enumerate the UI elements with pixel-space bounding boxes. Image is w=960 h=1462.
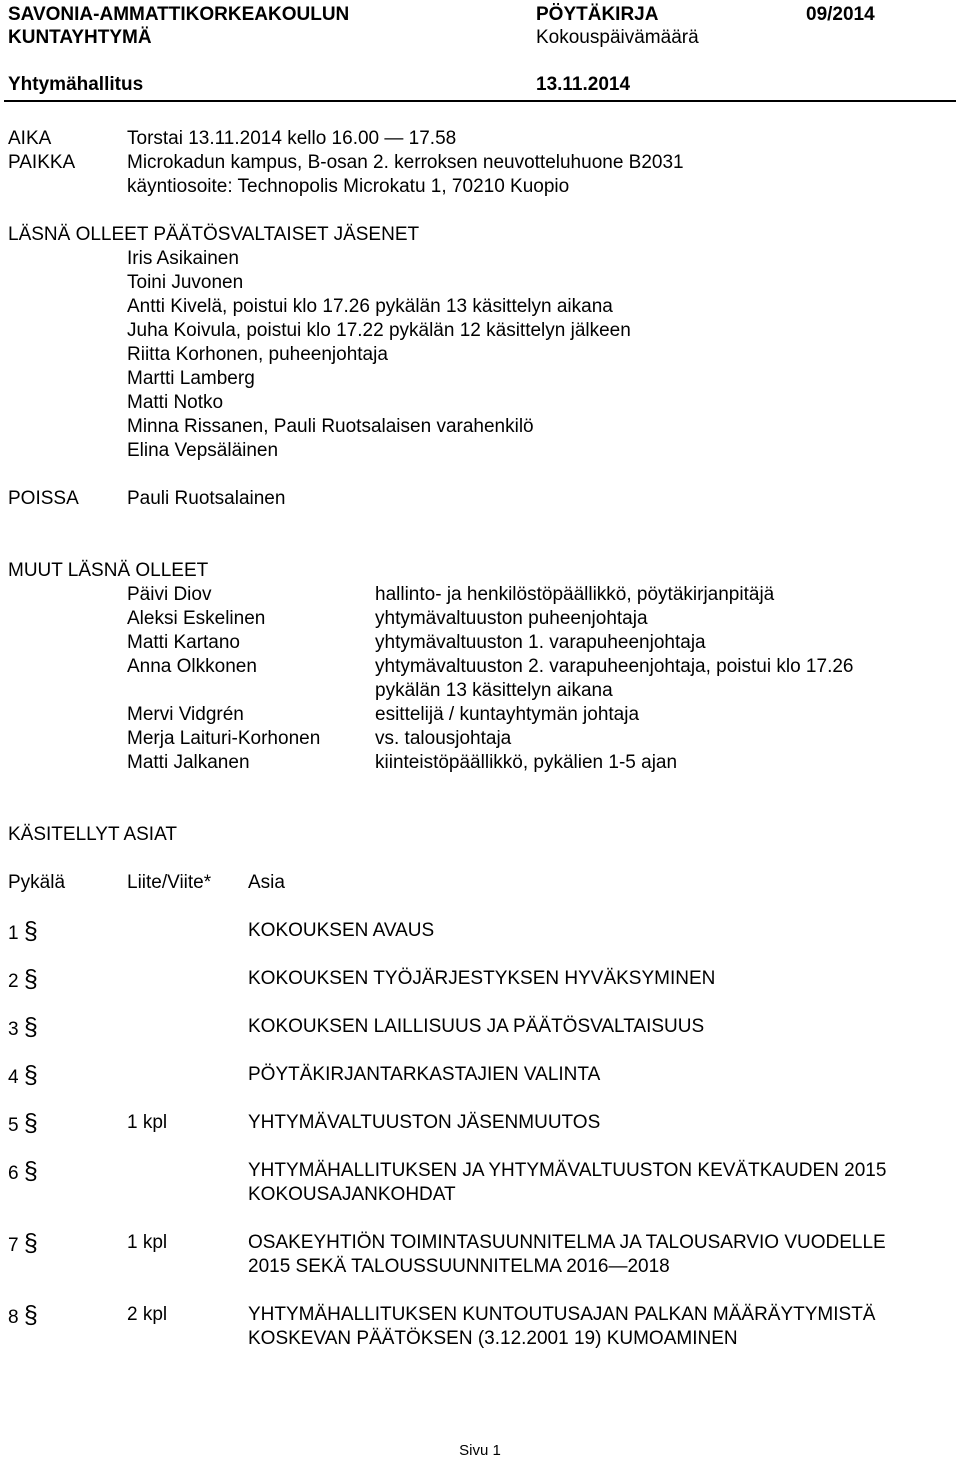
other-name: Aleksi Eskelinen bbox=[127, 608, 266, 629]
member-item: Martti Lamberg bbox=[127, 368, 255, 389]
agenda-item-title: KOKOUKSEN AVAUS bbox=[248, 920, 435, 941]
other-role-continued: pykälän 13 käsittelyn aikana bbox=[375, 680, 613, 701]
agenda-item-title: YHTYMÄHALLITUKSEN KUNTOUTUSAJAN PALKAN MÄÄRÄYTYMISTÄ bbox=[248, 1304, 876, 1325]
agenda-item-title-continued: 2015 SEKÄ TALOUSSUUNNITELMA 2016—2018 bbox=[248, 1256, 670, 1277]
doc-number: 09/2014 bbox=[806, 4, 875, 25]
member-item: Toini Juvonen bbox=[127, 272, 244, 293]
agenda-item-title-continued: KOSKEVAN PÄÄTÖKSEN (3.12.2001 19) KUMOAMINEN bbox=[248, 1328, 738, 1349]
org-name-line1: SAVONIA-AMMATTIKORKEAKOULUN bbox=[8, 4, 350, 25]
other-role: yhtymävaltuuston 2. varapuheenjohtaja, poistui klo 17.26 bbox=[375, 656, 854, 677]
agenda-item-number: 7 § bbox=[8, 1229, 38, 1257]
address-value: käyntiosoite: Technopolis Microkatu 1, 70210 Kuopio bbox=[127, 176, 570, 197]
agenda-item-attachment: 1 kpl bbox=[127, 1112, 168, 1133]
member-item: Antti Kivelä, poistui klo 17.26 pykälän 13 käsittelyn aikana bbox=[127, 296, 613, 317]
agenda-col-asia: Asia bbox=[248, 872, 285, 893]
section-sign: § bbox=[23, 1013, 38, 1041]
member-item: Minna Rissanen, Pauli Ruotsalaisen varahenkilö bbox=[127, 416, 534, 437]
agenda-item-title: YHTYMÄVALTUUSTON JÄSENMUUTOS bbox=[248, 1112, 601, 1133]
agenda-item-number: 8 § bbox=[8, 1301, 38, 1329]
doc-type: PÖYTÄKIRJA bbox=[536, 4, 659, 25]
section-sign: § bbox=[23, 1229, 38, 1257]
other-role: vs. talousjohtaja bbox=[375, 728, 512, 749]
agenda-heading: KÄSITELLYT ASIAT bbox=[8, 824, 177, 845]
agenda-item-number: 3 § bbox=[8, 1013, 38, 1041]
org-name-line2: KUNTAYHTYMÄ bbox=[8, 27, 152, 48]
agenda-item-number: 4 § bbox=[8, 1061, 38, 1089]
other-role: kiinteistöpäällikkö, pykälien 1-5 ajan bbox=[375, 752, 678, 773]
section-sign: § bbox=[23, 1109, 38, 1137]
agenda-item-number: 1 § bbox=[8, 917, 38, 945]
agenda-col-liite: Liite/Viite* bbox=[127, 872, 212, 893]
agenda-col-pykala: Pykälä bbox=[8, 872, 66, 893]
member-item: Juha Koivula, poistui klo 17.22 pykälän 12 käsittelyn jälkeen bbox=[127, 320, 631, 341]
members-heading: LÄSNÄ OLLEET PÄÄTÖSVALTAISET JÄSENET bbox=[8, 224, 420, 245]
member-item: Riitta Korhonen, puheenjohtaja bbox=[127, 344, 388, 365]
section-sign: § bbox=[23, 965, 38, 993]
other-name: Päivi Diov bbox=[127, 584, 212, 605]
agenda-item-attachment: 2 kpl bbox=[127, 1304, 168, 1325]
agenda-item-title: KOKOUKSEN TYÖJÄRJESTYKSEN HYVÄKSYMINEN bbox=[248, 968, 716, 989]
agenda-item-number: 5 § bbox=[8, 1109, 38, 1137]
other-role: esittelijä / kuntayhtymän johtaja bbox=[375, 704, 640, 725]
time-value: Torstai 13.11.2014 kello 16.00 — 17.58 bbox=[127, 128, 457, 149]
page-number: Sivu 1 bbox=[459, 1442, 501, 1459]
meeting-date: 13.11.2014 bbox=[536, 74, 631, 95]
agenda-item-title-continued: KOKOUSAJANKOHDAT bbox=[248, 1184, 456, 1205]
date-label: Kokouspäivämäärä bbox=[536, 27, 699, 48]
member-item: Iris Asikainen bbox=[127, 248, 239, 269]
section-sign: § bbox=[23, 1157, 38, 1185]
others-heading: MUUT LÄSNÄ OLLEET bbox=[8, 560, 209, 581]
section-sign: § bbox=[23, 1061, 38, 1089]
absent-label: POISSA bbox=[8, 488, 79, 509]
member-item: Matti Notko bbox=[127, 392, 224, 413]
other-role: yhtymävaltuuston puheenjohtaja bbox=[375, 608, 648, 629]
agenda-item-number: 6 § bbox=[8, 1157, 38, 1185]
member-item: Elina Vepsäläinen bbox=[127, 440, 279, 461]
section-sign: § bbox=[23, 917, 38, 945]
agenda-item-attachment: 1 kpl bbox=[127, 1232, 168, 1253]
agenda-item-title: OSAKEYHTIÖN TOIMINTASUUNNITELMA JA TALOUSARVIO VUODELLE bbox=[248, 1232, 886, 1253]
place-value: Microkadun kampus, B-osan 2. kerroksen neuvotteluhuone B2031 bbox=[127, 152, 684, 173]
body-name: Yhtymähallitus bbox=[8, 74, 144, 95]
agenda-item-title: YHTYMÄHALLITUKSEN JA YHTYMÄVALTUUSTON KEVÄTKAUDEN 2015 bbox=[248, 1160, 887, 1181]
header-divider bbox=[4, 100, 956, 102]
other-role: hallinto- ja henkilöstöpäällikkö, pöytäkirjanpitäjä bbox=[375, 584, 775, 605]
other-name: Merja Laituri-Korhonen bbox=[127, 728, 321, 749]
other-role: yhtymävaltuuston 1. varapuheenjohtaja bbox=[375, 632, 706, 653]
absent-value: Pauli Ruotsalainen bbox=[127, 488, 286, 509]
agenda-item-title: KOKOUKSEN LAILLISUUS JA PÄÄTÖSVALTAISUUS bbox=[248, 1016, 705, 1037]
agenda-item-title: PÖYTÄKIRJANTARKASTAJIEN VALINTA bbox=[248, 1064, 601, 1085]
agenda-item-number: 2 § bbox=[8, 965, 38, 993]
place-label: PAIKKA bbox=[8, 152, 76, 173]
other-name: Matti Kartano bbox=[127, 632, 240, 653]
other-name: Mervi Vidgrén bbox=[127, 704, 244, 725]
time-label: AIKA bbox=[8, 128, 52, 149]
other-name: Matti Jalkanen bbox=[127, 752, 250, 773]
section-sign: § bbox=[23, 1301, 38, 1329]
other-name: Anna Olkkonen bbox=[127, 656, 257, 677]
